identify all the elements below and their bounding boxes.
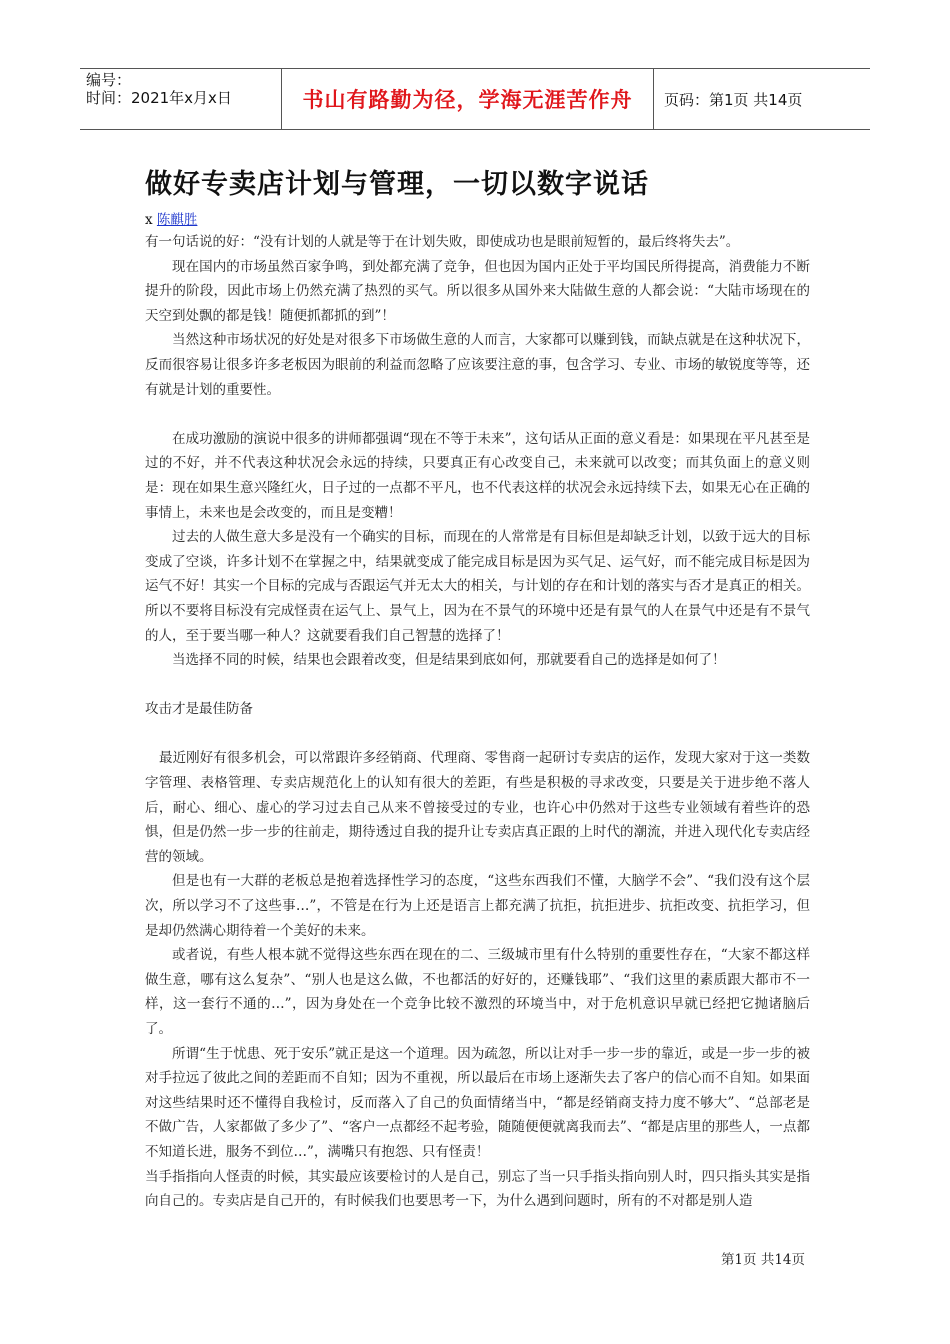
article-title: 做好专卖店计划与管理，一切以数字说话 xyxy=(145,169,649,200)
header-table xyxy=(80,68,870,130)
author-link[interactable]: 陈麒胜 xyxy=(156,212,198,228)
header-page-number: 页码：第1页 共14页 xyxy=(664,90,803,109)
paragraph-spacer xyxy=(145,402,810,427)
paragraph: 过去的人做生意大多是没有一个确实的目标，而现在的人常常是有目标但是却缺乏计划，以致于远大的目标变成了空谈，许多计划不在掌握之中，结果就变成了能完成目标是因为买气足、运气好，而不能完成目标是因为运气不好！其实一个目标的完成与否跟运气并无太大的相关，与计划的存在和计划的落实与否才是真正的相关。所以不要将目标没有完成怪责在运气上、景气上，因为在不景气的环境中还是有景气的人在景气中还是有不景气的人，至于要当哪一种人？这就要看我们自己智慧的选择了！ xyxy=(145,529,810,644)
paragraph-spacer xyxy=(145,722,810,747)
paragraph: 或者说，有些人根本就不觉得这些东西在现在的二、三级城市里有什么特别的重要性存在，“大家不都这样做生意，哪有这么复杂”、“别人也是这么做，不也都活的好好的，还赚钱耶”、“我们这里的素质跟大都市不一样，这一套行不通的…”，因为身处在一个竞争比较不激烈的环境当中，对于危机意识早就已经把它抛诸脑后了。 xyxy=(145,947,810,1037)
article-author xyxy=(145,208,197,228)
paragraph: 当然这种市场状况的好处是对很多下市场做生意的人而言，大家都可以赚到钱，而缺点就是在这种状况下，反而很容易让很多许多老板因为眼前的利益而忽略了应该要注意的事，包含学习、专业、市场的敏锐度等等，还有就是计划的重要性。 xyxy=(145,332,810,398)
paragraph: 在成功激励的演说中很多的讲师都强调“现在不等于未来”，这句话从正面的意义看是：如果现在平凡甚至是过的不好，并不代表这种状况会永远的持续，只要真正有心改变自己，未来就可以改变；而其负面上的意义则是：现在如果生意兴隆红火，日子过的一点都不平凡，也不代表这样的状况会永远持续下去，如果无心在正确的事情上，未来也是会改变的，而且是变糟！ xyxy=(145,430,810,521)
document-number-label: 编号： xyxy=(86,71,132,89)
paragraph: 但是也有一大群的老板总是抱着选择性学习的态度，“这些东西我们不懂，大脑学不会”、“我们没有这个层次，所以学习不了这些事…”，不管是在行为上还是语言上都充满了抗拒，抗拒进步、抗拒改变、抗拒学习，但是却仍然满心期待着一个美好的未来。 xyxy=(145,873,810,939)
header-meta-cell xyxy=(80,69,282,129)
section-heading: 攻击才是最佳防备 xyxy=(145,701,253,718)
paragraph: 当选择不同的时候，结果也会跟着改变，但是结果到底如何，那就要看自己的选择是如何了！ xyxy=(172,652,726,669)
footer-page-number: 第1页 共14页 xyxy=(720,1252,805,1268)
paragraph-spacer xyxy=(145,673,810,698)
article-body xyxy=(145,230,810,1214)
author-prefix: x xyxy=(145,212,157,228)
header-motto: 书山有路勤为径，学海无涯苦作舟 xyxy=(282,69,654,129)
paragraph: 当手指指向人怪责的时候，其实最应该要检讨的人是自己，别忘了当一只手指头指向别人时，四只指头其实是指向自己的。专卖店是自己开的，有时候我们也要思考一下，为什么遇到问题时，所有的不对都是别人造 xyxy=(145,1168,810,1210)
paragraph: 现在国内的市场虽然百家争鸣，到处都充满了竞争，但也因为国内正处于平均国民所得提高，消费能力不断提升的阶段，因此市场上仍然充满了热烈的买气。所以很多从国外来大陆做生意的人都会说：“大陆市场现在的天空到处飘的都是钱！随便抓都抓的到”！ xyxy=(145,258,810,324)
paragraph: 有一句话说的好：“没有计划的人就是等于在计划失败，即使成功也是眼前短暂的，最后终将失去”。 xyxy=(145,234,740,250)
paragraph: 最近刚好有很多机会，可以常跟许多经销商、代理商、零售商一起研讨专卖店的运作，发现大家对于这一类数字管理、表格管理、专卖店规范化上的认知有很大的差距，有些是积极的寻求改变，只要是关于进步绝不落人后，耐心、细心、虚心的学习过去自己从来不曾接受过的专业，也许心中仍然对于这些专业领域有着些许的恐惧，但是仍然一步一步的往前走，期待透过自我的提升让专卖店真正跟的上时代的潮流，并进入现代化专卖店经营的领域。 xyxy=(145,750,810,865)
document-time-label: 时间：2021年x月x日 xyxy=(86,89,232,107)
paragraph: 所谓“生于忧患、死于安乐”就正是这一个道理。因为疏忽，所以让对手一步一步的靠近，或是一步一步的被对手拉远了彼此之间的差距而不自知；因为不重视，所以最后在市场上逐渐失去了客户的信心而不自知。如果面对这些结果时还不懂得自我检讨，反而落入了自己的负面情绪当中，“都是经销商支持力度不够大”、“总部老是不做广告，人家都做了多少了”、“客户一点都经不起考验，随随便便就离我而去”、“都是店里的那些人，一点都不知道长进，服务不到位…”，满嘴只有抱怨、只有怪责！ xyxy=(145,1045,810,1160)
